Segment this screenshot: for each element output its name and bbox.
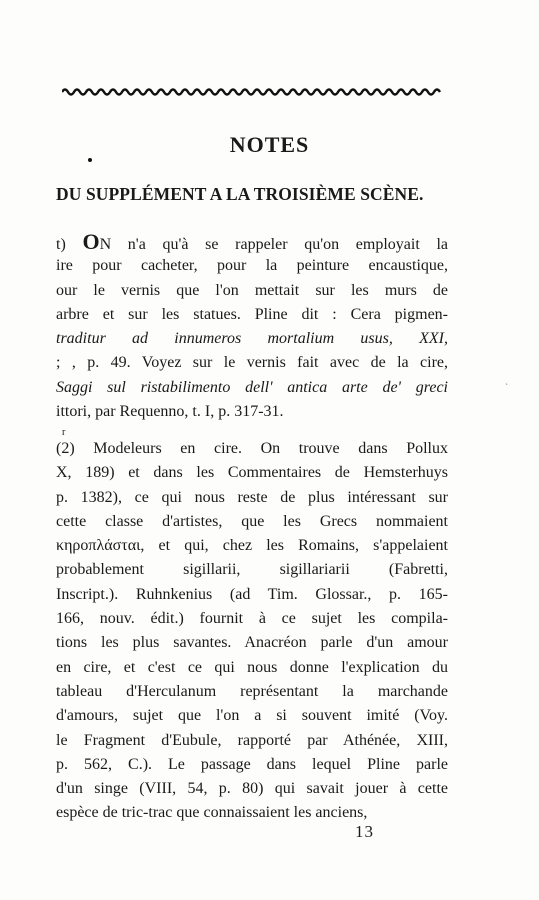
- note-1: [56, 230, 448, 424]
- note-1-line: [56, 327, 448, 351]
- page-number: 13: [355, 822, 374, 841]
- note-text: traditur ad innumeros mortalium usus, XXI,: [56, 330, 448, 348]
- drop-letter: O: [82, 230, 100, 254]
- note-2-line: d'un singe (VIII, 54, p. 80) qui savait jouer à cette: [56, 780, 448, 798]
- note-1-line: [56, 230, 448, 254]
- note-text: ittori, par Requenno, t. I, p. 317-31.: [56, 403, 284, 421]
- note-text: our le vernis que l'on mettait sur les murs de: [56, 281, 448, 299]
- note-text: N n'a qu'à se rappeler qu'on employait la: [99, 236, 448, 253]
- note-2-line: (2) Modeleurs en cire. On trouve dans Pollux: [56, 440, 448, 457]
- note-2-line: le Fragment d'Eubule, rapporté par Athénée, XIII,: [56, 731, 448, 749]
- note-1-line: [56, 303, 448, 327]
- stray-mark: r: [62, 427, 66, 438]
- page-subtitle: DU SUPPLÉMENT A LA TROISIÈME SCÈNE.: [56, 184, 424, 204]
- note-text: ; , p. 49. Voyez sur le vernis fait avec de la cire,: [56, 354, 448, 372]
- note-2-line: κηροπλάσται, et qui, chez les Romains, s'appelaient: [56, 537, 448, 555]
- note-2-line: X, 189) et dans les Commentaires de Hemsterhuys: [56, 464, 448, 482]
- note-1-line: [56, 400, 448, 424]
- note-1-line: [56, 376, 448, 400]
- note-2-line: 166, nouv. édit.) fournit à ce sujet les compila-: [56, 610, 448, 628]
- note-2-line: probablement sigillarii, sigillariarii (Fabretti,: [56, 561, 448, 579]
- decorative-wavy-rule: [62, 86, 442, 98]
- note-2-line: Inscript.). Ruhnkenius (ad Tim. Glossar., p. 165-: [56, 585, 448, 603]
- note-text: ire pour cacheter, pour la peinture encaustique,: [56, 257, 448, 275]
- note-1-line: [56, 254, 448, 278]
- note-text: Saggi sul ristabilimento dell' antica arte de' greci: [56, 378, 448, 396]
- note-1-line: [56, 279, 448, 303]
- note-2-line: cette classe d'artistes, que les Grecs nommaient: [56, 512, 448, 530]
- ink-dot: [88, 158, 92, 162]
- note-2: [56, 437, 448, 826]
- margin-mark: `: [505, 383, 509, 392]
- note-2-line: p. 562, C.). Le passage dans lequel Pline parle: [56, 755, 448, 773]
- note-number: t): [56, 236, 83, 253]
- note-2-line: espèce de tric-trac que connaissaient les anciens,: [56, 804, 368, 822]
- note-2-line: en cire, et c'est ce qui nous donne l'explication du: [56, 658, 448, 676]
- page-title: NOTES: [229, 132, 310, 157]
- note-2-line: d'amours, sujet que l'on a si souvent imité (Voy.: [56, 707, 448, 725]
- note-2-line: p. 1382), ce qui nous reste de plus intéressant sur: [56, 488, 448, 506]
- note-2-line: tableau d'Herculanum représentant la marchande: [56, 682, 448, 700]
- note-text: arbre et sur les statues. Pline dit : Cera pigmen-: [56, 305, 448, 323]
- note-2-line: tions les plus savantes. Anacréon parle d'un amour: [56, 634, 448, 652]
- note-1-line: [56, 351, 448, 375]
